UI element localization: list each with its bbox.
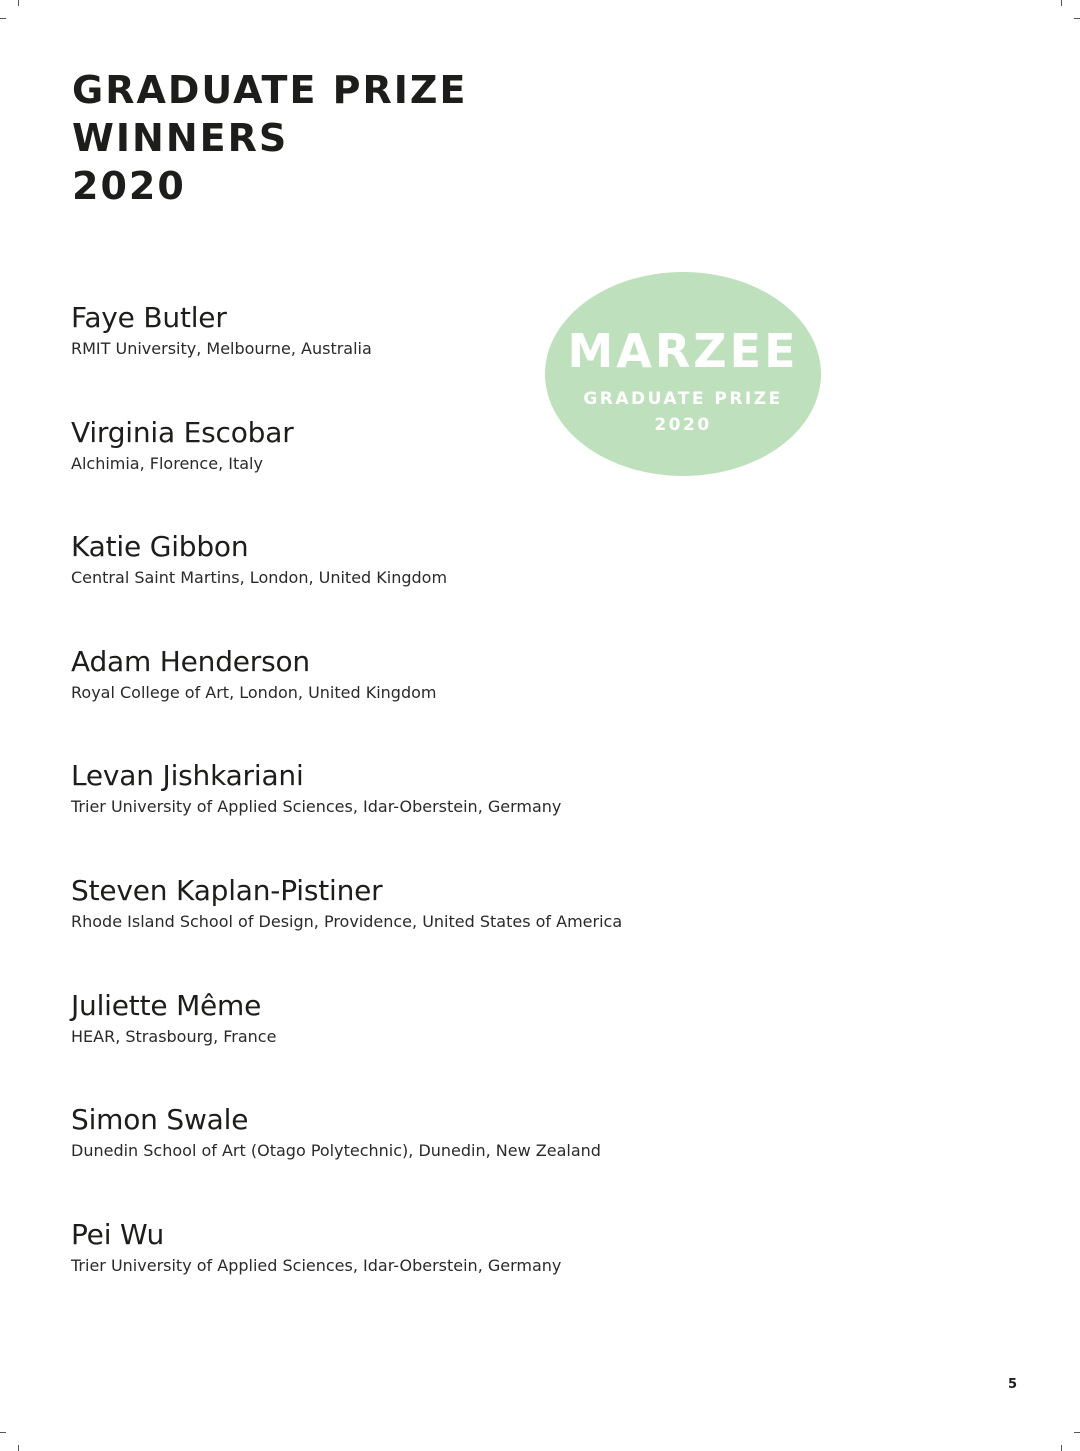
crop-mark-top-left-vertical	[18, 0, 19, 6]
winner-school: Alchimia, Florence, Italy	[71, 453, 263, 473]
winner-school: Central Saint Martins, London, United Kingdom	[71, 568, 448, 588]
winner-school: Trier University of Applied Sciences, Idar-Oberstein, Germany	[71, 797, 562, 817]
winner-entry	[71, 413, 622, 528]
winner-entry	[71, 298, 622, 413]
winner-entry	[71, 1100, 622, 1215]
page-title-line-2: WINNERS	[72, 116, 289, 160]
crop-mark-top-right	[1074, 18, 1080, 19]
winner-name: Pei Wu	[71, 1217, 165, 1251]
crop-mark-bottom-right	[1074, 1432, 1080, 1433]
winner-name: Levan Jishkariani	[71, 759, 304, 793]
winner-entry	[71, 1215, 622, 1330]
winner-name: Simon Swale	[71, 1103, 249, 1137]
winner-entry	[71, 871, 622, 986]
badge-subtitle: GRADUATE PRIZE	[583, 389, 783, 409]
page-number: 5	[1008, 1377, 1018, 1392]
winner-school: Rhode Island School of Design, Providence, United States of America	[71, 911, 623, 931]
crop-mark-top-right-vertical	[1061, 0, 1062, 6]
winner-name: Faye Butler	[71, 301, 227, 334]
winner-entry	[71, 986, 622, 1101]
winner-entry	[71, 527, 622, 642]
winner-name: Adam Henderson	[71, 644, 310, 678]
winner-name: Katie Gibbon	[71, 530, 249, 564]
badge-year: 2020	[654, 415, 712, 435]
winner-name: Steven Kaplan-Pistiner	[71, 873, 383, 907]
winner-name: Virginia Escobar	[71, 415, 294, 449]
winner-school: RMIT University, Melbourne, Australia	[71, 339, 372, 358]
page-title-line-3: 2020	[72, 164, 186, 208]
winner-school: Dunedin School of Art (Otago Polytechnic), Dunedin, New Zealand	[71, 1141, 601, 1161]
crop-mark-bottom-left-vertical	[18, 1445, 19, 1451]
page-title-line-1: GRADUATE PRIZE	[72, 68, 468, 112]
winner-school: Royal College of Art, London, United Kingdom	[71, 682, 437, 702]
winner-entry	[71, 642, 622, 757]
winner-name: Juliette Même	[71, 988, 262, 1022]
winners-list	[71, 298, 622, 1329]
crop-mark-bottom-left	[0, 1432, 6, 1433]
winner-entry	[71, 756, 622, 871]
crop-mark-top-left	[0, 18, 6, 19]
winner-school: HEAR, Strasbourg, France	[71, 1026, 277, 1046]
badge-brand: MARZEE	[567, 324, 799, 378]
page-title	[72, 66, 467, 210]
crop-mark-bottom-right-vertical	[1061, 1445, 1062, 1451]
winner-school: Trier University of Applied Sciences, Idar-Oberstein, Germany	[71, 1255, 562, 1275]
